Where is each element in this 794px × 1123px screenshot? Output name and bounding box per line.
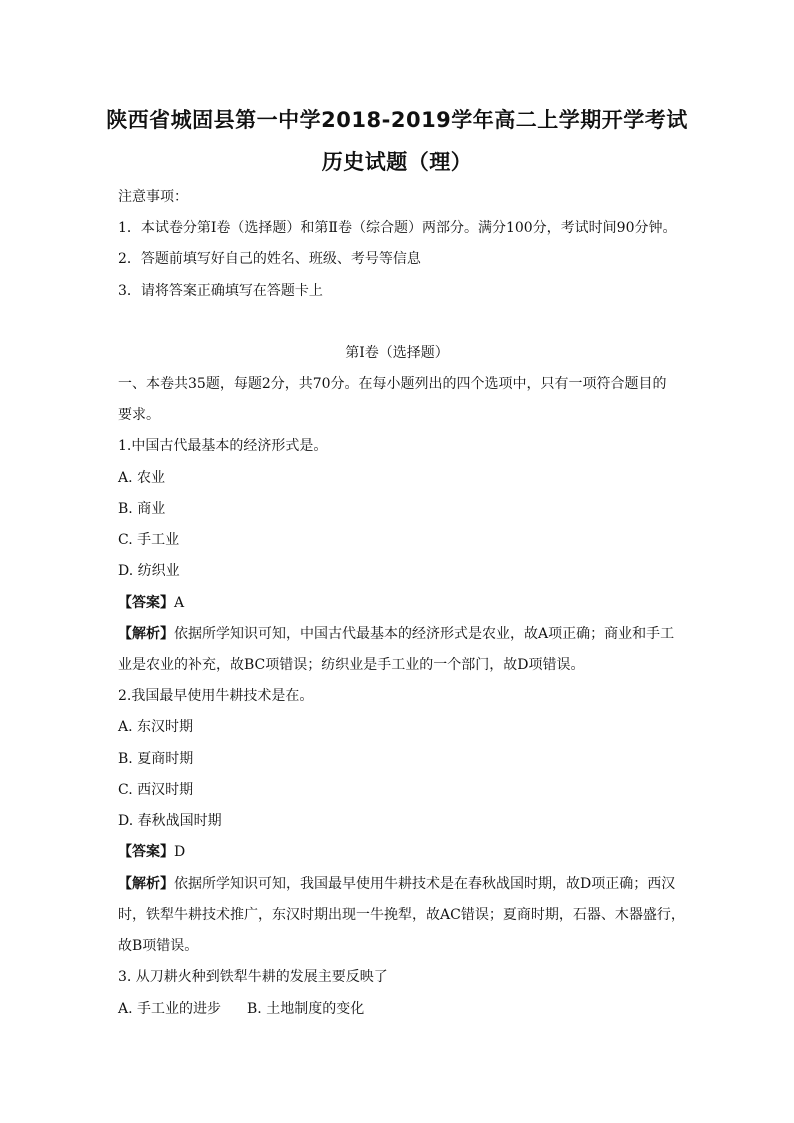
question-1-option-d: D. 纺织业 [118,563,180,579]
question-2-stem: 2.我国最早使用牛耕技术是在。 [118,688,314,704]
note-item-3: 3．请将答案正确填写在答题卡上 [118,283,323,299]
question-1-answer [118,594,683,612]
question-3-option-a: A. 手工业的进步 [118,1001,222,1017]
note-item-1: 1．本试卷分第Ⅰ卷（选择题）和第Ⅱ卷（综合题）两部分。满分100分，考试时间90分钟。 [118,220,677,236]
question-3-stem: 3. 从刀耕火种到铁犁牛耕的发展主要反映了 [118,969,388,985]
analysis-text: 依据所学知识可知，中国古代最基本的经济形式是农业，故A项正确；商业和手工 [174,626,675,642]
question-1-option-b: B. 商业 [118,501,166,517]
note-item-2: 2．答题前填写好自己的姓名、班级、考号等信息 [118,251,421,267]
analysis-label: 【解析】 [118,876,174,892]
answer-value: A [174,595,185,611]
question-3-options-row [118,1000,683,1018]
question-1-option-c: C. 手工业 [118,532,180,548]
question-2-option-b: B. 夏商时期 [118,751,194,767]
question-2-analysis-line1 [118,875,683,893]
analysis-label: 【解析】 [118,626,174,642]
notes-heading: 注意事项： [118,189,188,205]
exam-title-line2: 历史试题（理） [321,150,473,174]
question-3-option-b: B. 土地制度的变化 [247,1001,365,1017]
question-2-option-d: D. 春秋战国时期 [118,813,222,829]
question-2-option-c: C. 西汉时期 [118,782,194,798]
answer-value: D [174,844,186,860]
question-2-analysis-line2: 时，铁犁牛耕技术推广，东汉时期出现一牛挽犁，故AC错误；夏商时期，石器、木器盛行， [118,907,685,923]
answer-label: 【答案】 [118,844,174,860]
question-2-option-a: A. 东汉时期 [118,719,194,735]
section-instruction-line1: 一、本卷共35题，每题2分，共70分。在每小题列出的四个选项中，只有一项符合题目的 [118,376,667,392]
question-1-stem: 1.中国古代最基本的经济形式是。 [118,438,328,454]
analysis-text: 依据所学知识可知，我国最早使用牛耕技术是在春秋战国时期，故D项正确；西汉 [174,876,676,892]
section-title: 第Ⅰ卷（选择题） [345,345,449,361]
question-2-answer [118,843,683,861]
exam-title-line1: 陕西省城固县第一中学2018-2019学年高二上学期开学考试 [106,108,688,132]
question-2-analysis-line3: 故B项错误。 [118,938,199,954]
section-instruction-line2: 要求。 [118,407,160,423]
question-1-analysis-line2: 业是农业的补充，故BC项错误；纺织业是手工业的一个部门，故D项错误。 [118,657,585,673]
question-1-option-a: A. 农业 [118,470,166,486]
question-1-analysis-line1 [118,625,683,643]
answer-label: 【答案】 [118,595,174,611]
